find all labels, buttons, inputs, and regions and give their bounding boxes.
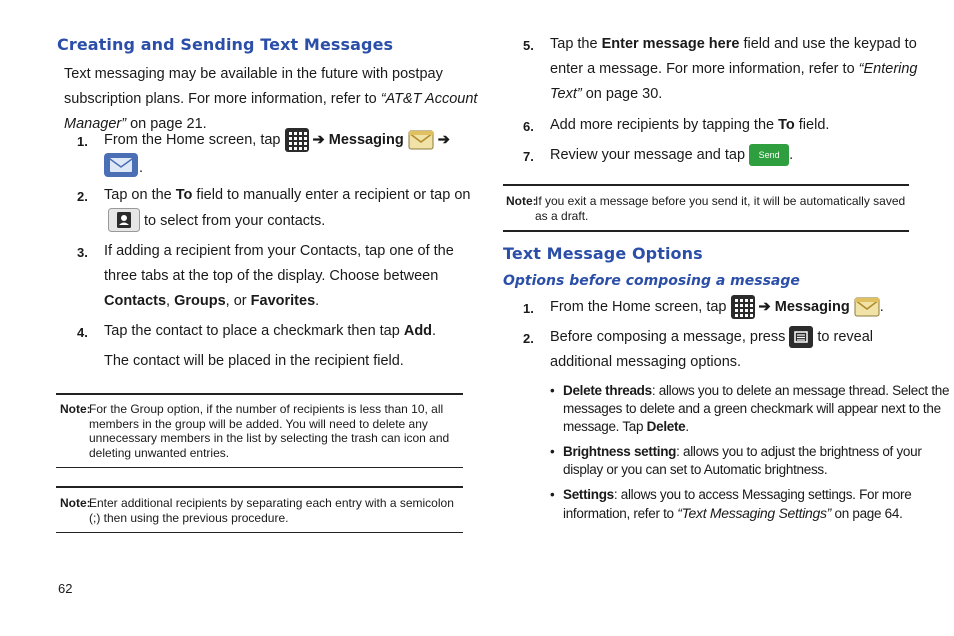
- messaging-label: Messaging: [328, 132, 404, 148]
- grid-dot: [750, 299, 753, 302]
- grid-dot: [299, 147, 302, 150]
- divider: [56, 486, 463, 488]
- tab-groups: Groups: [174, 293, 226, 309]
- step-5: [550, 32, 918, 107]
- step-text: Add more recipients by tapping the: [550, 117, 779, 133]
- step-number: 6.: [523, 119, 534, 134]
- grid-dot: [304, 142, 307, 145]
- step-text: Review your message and tap: [550, 147, 750, 163]
- note-text: deleting unwanted entries.: [89, 445, 230, 460]
- reference-link[interactable]: “Text Messaging Settings”: [677, 505, 832, 521]
- grid-dot: [299, 142, 302, 145]
- delete-label: Delete: [646, 419, 686, 434]
- step-text: three tabs at the top of the display. Choose between: [104, 268, 439, 284]
- grid-dot: [740, 299, 743, 302]
- divider: [56, 532, 463, 533]
- grid-dot: [735, 304, 738, 307]
- option-text: : allows you to delete an message thread. Select the: [651, 383, 950, 398]
- grid-dot: [750, 304, 753, 307]
- step-end: .: [789, 147, 794, 163]
- reference-link[interactable]: Manager”: [64, 116, 127, 132]
- step-number: 2.: [523, 331, 534, 346]
- note-text: as a draft.: [535, 208, 589, 223]
- bullet-icon: •: [550, 383, 555, 398]
- grid-dot: [745, 304, 748, 307]
- grid-dot: [745, 309, 748, 312]
- grid-dot: [299, 132, 302, 135]
- step-2: [104, 183, 470, 208]
- option-title: Settings: [563, 487, 614, 502]
- step-number: 1.: [523, 301, 534, 316]
- step-text: Tap the contact to place a checkmark then tap: [104, 323, 404, 339]
- bullet-icon: •: [550, 487, 555, 502]
- note-draft: [535, 194, 905, 223]
- menu-key-icon: [789, 326, 813, 348]
- step-1: [104, 128, 450, 153]
- reference-link[interactable]: Text”: [550, 86, 582, 102]
- option-text: messages to delete and a green checkmark will appear next to the: [563, 401, 941, 416]
- step-text: Before composing a message, press: [550, 329, 790, 345]
- arrow-icon: ➔: [308, 132, 329, 148]
- note-label: Note:: [60, 402, 91, 416]
- step-number: 3.: [77, 245, 88, 260]
- grid-dot: [304, 137, 307, 140]
- grid-dot: [740, 304, 743, 307]
- grid-dot: [304, 132, 307, 135]
- grid-dot: [289, 147, 292, 150]
- apps-grid-icon: [731, 295, 755, 319]
- section-heading-creating: Creating and Sending Text Messages: [57, 35, 394, 54]
- separator: ,: [166, 293, 175, 309]
- grid-dot: [740, 309, 743, 312]
- messaging-envelope-icon: [854, 296, 880, 318]
- bullet-brightness: [563, 443, 922, 479]
- step-text: additional messaging options.: [550, 354, 742, 370]
- grid-dot: [750, 309, 753, 312]
- send-button-icon: Send: [749, 144, 789, 166]
- step-end: .: [315, 293, 320, 309]
- bullet-delete-threads: [563, 382, 949, 436]
- subheading-before-composing: Options before composing a message: [503, 273, 800, 289]
- note-semicolon: [89, 496, 454, 525]
- step-text: Tap the: [550, 36, 602, 52]
- option-text: : allows you to access Messaging settings. For more: [613, 487, 912, 502]
- arrow-icon: ➔: [754, 299, 775, 315]
- grid-dot: [745, 314, 748, 317]
- grid-dot: [294, 142, 297, 145]
- step-text: enter a message. For more information, refer to: [550, 61, 859, 77]
- divider: [503, 184, 909, 186]
- compose-envelope-icon: [104, 153, 138, 182]
- intro-text: subscription plans. For more information, refer to: [64, 91, 381, 107]
- grid-dot: [294, 147, 297, 150]
- grid-dot: [289, 137, 292, 140]
- note-text: For the Group option, if the number of recipients is less than 10, all: [89, 402, 444, 416]
- grid-dot: [735, 314, 738, 317]
- step-end: .: [432, 323, 437, 339]
- separator: , or: [225, 293, 251, 309]
- note-text: Enter additional recipients by separating each entry with a semicolon: [89, 496, 454, 510]
- step-number: 7.: [523, 149, 534, 164]
- step-text: on page 30.: [581, 86, 663, 102]
- step-number: 5.: [523, 38, 534, 53]
- contact-book-icon: [108, 208, 140, 237]
- step-text: From the Home screen, tap: [104, 132, 285, 148]
- note-label: Note:: [506, 194, 537, 208]
- option-text: : allows you to adjust the brightness of your: [676, 444, 922, 459]
- grid-dot: [745, 299, 748, 302]
- step-text: If adding a recipient from your Contacts, tap one of the: [104, 243, 454, 259]
- add-label: Add: [403, 323, 433, 339]
- option-text: message. Tap: [563, 419, 647, 434]
- note-text: If you exit a message before you send it, it will be automatically saved: [535, 194, 906, 208]
- note-group-option: [89, 402, 449, 460]
- grid-dot: [735, 299, 738, 302]
- messaging-envelope-icon: [408, 129, 434, 151]
- note-text: members in the group will be added. You will need to delete any: [89, 416, 428, 431]
- option-title: Delete threads: [563, 383, 652, 398]
- step-3: [104, 239, 454, 314]
- option-text: information, refer to: [563, 506, 678, 521]
- step-number: 4.: [77, 325, 88, 340]
- step-text: to select from your contacts.: [144, 213, 326, 229]
- grid-dot: [304, 147, 307, 150]
- note-text: unnecessary members in the list by selecting the trash can icon and: [89, 431, 450, 445]
- intro-text: Text messaging may be available in the future with postpay: [64, 66, 443, 82]
- grid-dot: [289, 142, 292, 145]
- step-4: [104, 319, 436, 344]
- to-field-label: To: [778, 117, 795, 133]
- divider: [503, 230, 909, 232]
- grid-dot: [289, 132, 292, 135]
- option-title: Brightness setting: [563, 444, 677, 459]
- option-step-1: [550, 295, 884, 320]
- bullet-settings: [563, 486, 911, 523]
- grid-dot: [735, 309, 738, 312]
- grid-dot: [740, 314, 743, 317]
- to-field-label: To: [175, 187, 193, 203]
- step-end: .: [879, 299, 884, 315]
- tab-favorites: Favorites: [250, 293, 316, 309]
- divider: [56, 393, 463, 395]
- divider: [56, 467, 463, 468]
- note-label: Note:: [60, 496, 91, 510]
- section-heading-options: Text Message Options: [503, 244, 703, 263]
- step-4-note: The contact will be placed in the recipient field.: [104, 353, 404, 369]
- reference-link[interactable]: “Entering: [858, 61, 918, 77]
- grid-dot: [294, 132, 297, 135]
- step-7: [550, 143, 793, 168]
- bullet-icon: •: [550, 444, 555, 459]
- step-text: field and use the keypad to: [739, 36, 917, 52]
- note-text: (;) then using the previous procedure.: [89, 510, 289, 525]
- option-step-2: [550, 325, 873, 375]
- step-end: .: [139, 160, 144, 176]
- option-text: on page 64.: [831, 506, 903, 521]
- step-text: Tap on the: [104, 187, 176, 203]
- step-text: field.: [794, 117, 830, 133]
- step-number: 1.: [77, 134, 88, 149]
- reference-link[interactable]: “AT&T Account: [380, 91, 478, 107]
- step-text: field to manually enter a recipient or tap on: [192, 187, 471, 203]
- intro-text: on page 21.: [126, 116, 207, 132]
- grid-dot: [299, 137, 302, 140]
- step-6: [550, 113, 829, 138]
- messaging-label: Messaging: [774, 299, 850, 315]
- intro-paragraph: [64, 62, 477, 137]
- page-number: 62: [58, 581, 73, 596]
- step-text: From the Home screen, tap: [550, 299, 731, 315]
- option-text: .: [685, 419, 689, 434]
- grid-dot: [294, 137, 297, 140]
- step-number: 2.: [77, 189, 88, 204]
- step-text: to reveal: [813, 329, 874, 345]
- option-text: display or you can set to Automatic brightness.: [563, 462, 828, 477]
- arrow-icon: ➔: [433, 132, 450, 148]
- tab-contacts: Contacts: [104, 293, 167, 309]
- apps-grid-icon: [285, 128, 309, 152]
- message-field-label: Enter message here: [601, 36, 740, 52]
- grid-dot: [750, 314, 753, 317]
